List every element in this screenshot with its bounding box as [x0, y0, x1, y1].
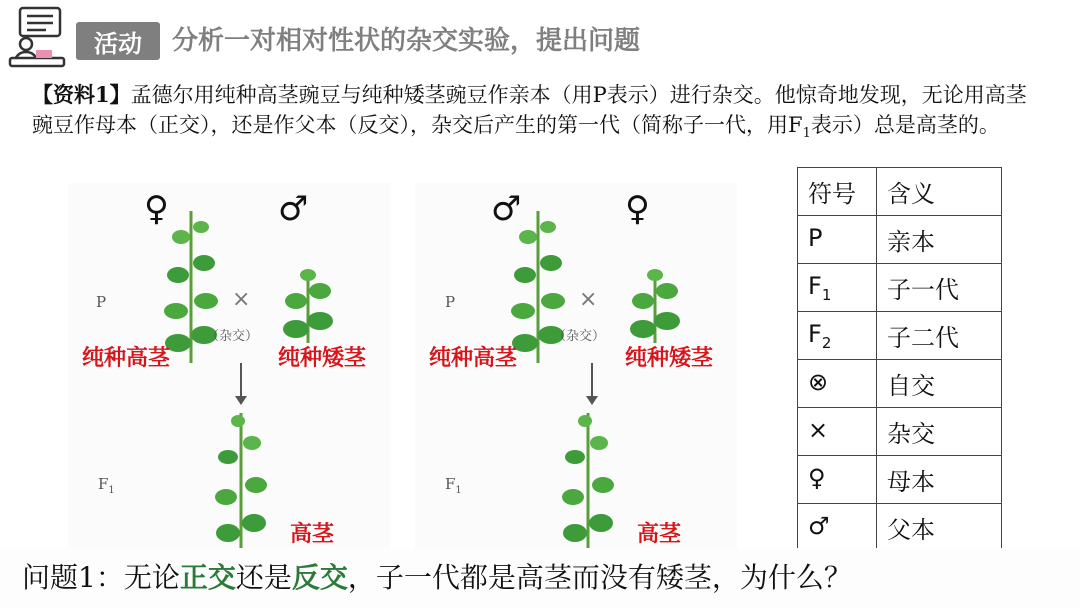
material-subscript: 1	[802, 126, 811, 142]
cross-diagram-forward	[68, 183, 390, 553]
symbol-cell: P	[798, 216, 877, 264]
activity-badge: 活动	[76, 22, 160, 60]
male-symbol: ♂	[491, 189, 522, 229]
short-pure-label: 纯种矮茎	[625, 346, 714, 371]
question-prefix: 问题1：无论	[22, 561, 180, 594]
material-tag: 【资料1】	[32, 82, 131, 107]
table-row	[798, 408, 1002, 456]
cross-symbol: ×	[579, 287, 598, 312]
table-row	[798, 216, 1002, 264]
meaning-cell: 自交	[877, 360, 1002, 408]
table-row	[798, 456, 1002, 504]
meaning-cell: 父本	[877, 504, 1002, 552]
f1-tall-plant	[206, 405, 276, 553]
header-symbol: 符号	[798, 168, 877, 216]
header-meaning: 含义	[877, 168, 1002, 216]
cross-symbol: ×	[232, 287, 251, 312]
cross-diagram-reciprocal	[415, 183, 737, 553]
offspring-tall-label: 高茎	[637, 522, 682, 547]
term-forward-cross: 正交	[179, 561, 236, 594]
meaning-cell: 子一代	[877, 264, 1002, 312]
material-text-1: 孟德尔用纯种高茎豌豆与纯种矮茎豌豆作亲本（用P表示）进行杂交。他惊奇地发现，无论用高茎豌豆作母本（正交），还是作父本（反交），杂交后产生的第一代（简称子一代，用F	[32, 83, 1027, 137]
symbol-cell: ♀	[798, 456, 877, 504]
offspring-tall-label: 高茎	[290, 522, 335, 547]
f1-gen-label: $F_1$	[445, 475, 462, 496]
meaning-cell: 母本	[877, 456, 1002, 504]
table-row	[798, 312, 1002, 360]
down-arrow	[591, 363, 593, 399]
parent-gen-label: P	[445, 293, 456, 311]
material-text-2: 表示）总是高茎的。	[810, 113, 1000, 137]
parent-gen-label: P	[96, 293, 107, 311]
meaning-cell: 子二代	[877, 312, 1002, 360]
term-reciprocal-cross: 反交	[291, 561, 348, 594]
table-row	[798, 264, 1002, 312]
short-pure-label: 纯种矮茎	[278, 346, 367, 371]
symbol-cell: ♂	[798, 504, 877, 552]
symbol-cell: ×	[798, 408, 877, 456]
tall-pure-label: 纯种高茎	[429, 346, 518, 371]
symbol-cell: ⊗	[798, 360, 877, 408]
meaning-cell: 杂交	[877, 408, 1002, 456]
f1-tall-plant	[553, 405, 623, 553]
symbol-table	[797, 167, 1002, 552]
short-plant	[280, 263, 336, 343]
down-arrow	[240, 363, 242, 399]
tall-pure-label: 纯种高茎	[82, 346, 171, 371]
male-symbol: ♂	[278, 189, 309, 229]
teacher-icon	[6, 6, 68, 70]
table-row	[798, 360, 1002, 408]
question-suffix: ，子一代都是高茎而没有矮茎，为什么？	[347, 561, 852, 594]
female-symbol: ♀	[144, 189, 169, 229]
female-symbol: ♀	[625, 189, 650, 229]
f1-gen-label: $F_1$	[98, 475, 115, 496]
symbol-cell: $F_2$	[798, 312, 877, 360]
meaning-cell: 亲本	[877, 216, 1002, 264]
material-paragraph	[32, 80, 1042, 149]
cross-label: （杂交）	[553, 329, 606, 344]
short-plant	[627, 263, 683, 343]
page-title: 分析一对相对性状的杂交实验，提出问题	[172, 26, 641, 56]
question-banner	[0, 548, 1080, 608]
question-mid: 还是	[235, 561, 292, 594]
table-header-row	[798, 168, 1002, 216]
table-row	[798, 504, 1002, 552]
symbol-cell: $F_1$	[798, 264, 877, 312]
cross-label: （杂交）	[206, 329, 259, 344]
